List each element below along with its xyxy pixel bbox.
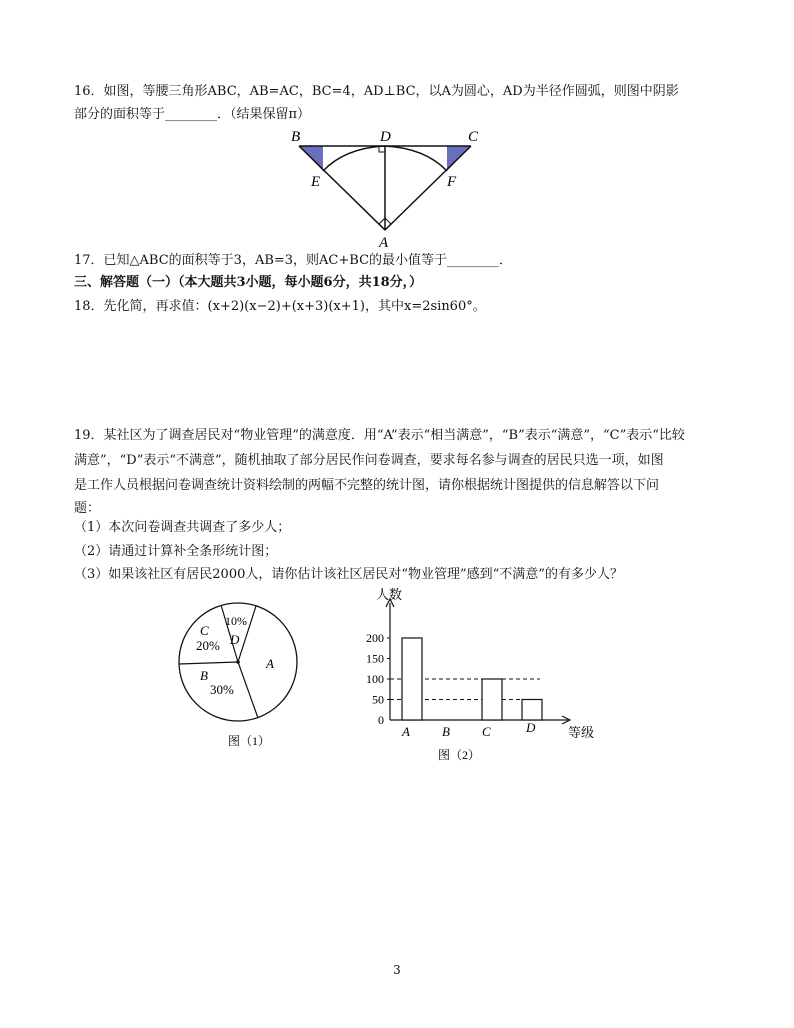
section-heading: 三、解答题（一）（本大题共3小题，每小题6分，共18分，） (74, 275, 423, 290)
q19-line2: 满意”，“D”表示“不满意”，随机抽取了部分居民作问卷调查，要求每名参与调查的居民只选一项，如图 (74, 453, 664, 468)
label-a: A (379, 235, 389, 251)
pie-caption: 图（1） (228, 734, 271, 748)
bar-ylabel: 人数 (376, 587, 403, 602)
label-f: F (447, 174, 457, 190)
bar-d (522, 700, 542, 721)
label-e: E (311, 174, 321, 190)
pie-label-a: A (266, 656, 274, 671)
pie-chart (170, 598, 310, 758)
pie-center (236, 660, 240, 664)
q16-line1: 16．如图，等腰三角形ABC，AB=AC，BC=4，AD⊥BC，以A为圆心，AD为半径作圆弧，则图中阴影 (74, 84, 679, 99)
bar-a (402, 638, 422, 720)
bar-xlabel: 等级 (568, 725, 595, 740)
q17-text: 17．已知△ABC的面积等于3，AB=3，则AC+BC的最小值等于________． (74, 253, 513, 268)
x-tick-label: A (402, 724, 410, 739)
page-number: 3 (393, 963, 401, 977)
x-tick-label: B (442, 724, 450, 739)
bar-c (482, 679, 502, 720)
bar-caption: 图（2） (438, 748, 481, 762)
pie-label-b-pct: 30% (210, 682, 234, 697)
q16-figure (285, 126, 495, 251)
q16-line2: 部分的面积等于________．（结果保留π） (74, 107, 311, 122)
pie-label-d-pct: 10% (225, 614, 247, 628)
label-c: C (468, 129, 479, 145)
y-tick-label: 0 (378, 713, 384, 727)
label-d: D (380, 129, 391, 145)
q19-sub2: （2）请通过计算补全条形统计图； (74, 544, 278, 559)
pie-label-b: B (200, 668, 208, 683)
q19-line4: 题： (74, 501, 101, 516)
bar-chart (350, 585, 610, 765)
side-ac (385, 146, 471, 230)
pie-label-c: C (200, 623, 209, 638)
pie-label-c-pct: 20% (196, 638, 220, 653)
q18-text: 18．先化简，再求值：(x+2)(x−2)+(x+3)(x+1)，其中x=2sin60°。 (74, 299, 486, 314)
pie-label-d: D (230, 632, 240, 647)
q19-sub1: （1）本次问卷调查共调查了多少人； (74, 520, 291, 535)
y-tick-label: 100 (366, 672, 384, 686)
q19-line3: 是工作人员根据问卷调查统计资料绘制的两幅不完整的统计图，请你根据统计图提供的信息解答以下问 (74, 478, 660, 493)
y-tick-label: 50 (372, 692, 384, 707)
y-tick-label: 150 (366, 651, 384, 666)
q19-sub3: （3）如果该社区有居民2000人，请你估计该社区居民对“物业管理”感到“不满意”的有多少人？ (74, 567, 623, 582)
q19-line1: 19．某社区为了调查居民对“物业管理”的满意度．用“A”表示“相当满意”，“B”表示“满意”，“C”表示“比较 (74, 428, 685, 443)
x-tick-label: D (526, 720, 536, 735)
y-tick-label: 200 (366, 631, 384, 645)
x-tick-label: C (482, 724, 491, 739)
label-b: B (291, 129, 301, 145)
